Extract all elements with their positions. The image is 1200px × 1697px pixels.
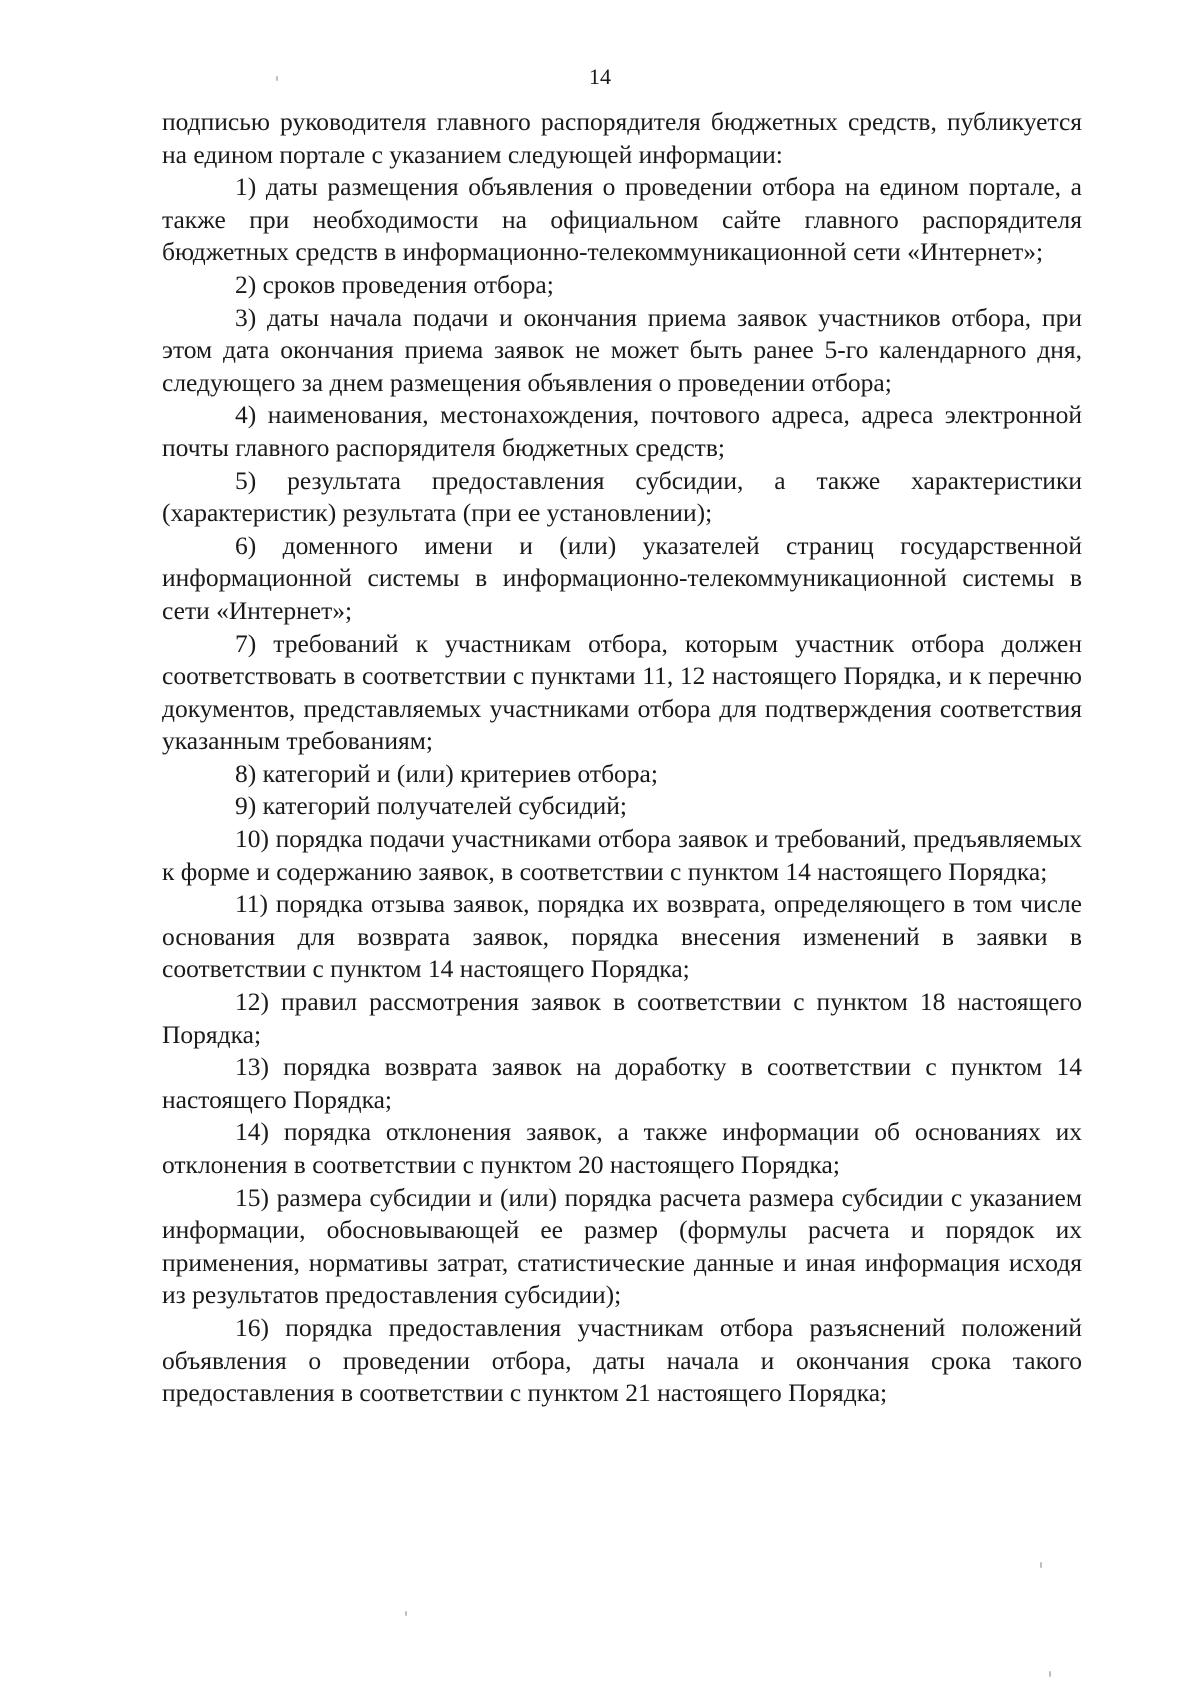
- list-item-5: 5) результата предоставления субсидии, а также характеристики (характеристик) результата (при ее установлении);: [162, 465, 1082, 528]
- list-item-6: 6) доменного имени и (или) указателей страниц государственной информационной системы в информационно-телекоммуникационной системы в сети «Интернет»;: [162, 530, 1082, 625]
- paragraph-intro: подписью руководителя главного распорядителя бюджетных средств, публикуется на едином портале с указанием следующей информации:: [162, 107, 1082, 169]
- list-item-16: 16) порядка предоставления участникам отбора разъяснений положений объявления о проведении отбора, даты начала и окончания срока такого предоставления в соответствии с пунктом 21 настоящего Порядка;: [162, 1312, 1082, 1408]
- list-item-13: 13) порядка возврата заявок на доработку в соответствии с пунктом 14 настоящего Порядка;: [162, 1052, 1082, 1114]
- scan-mark: [1049, 1671, 1051, 1677]
- list-item-8: 8) категорий и (или) критериев отбора;: [235, 758, 658, 788]
- document-body: [162, 106, 1082, 1410]
- scan-mark: [1040, 1562, 1042, 1568]
- list-item-14: 14) порядка отклонения заявок, а также информации об основаниях их отклонения в соответствии с пунктом 20 настоящего Порядка;: [162, 1117, 1082, 1179]
- list-item-11: 11) порядка отзыва заявок, порядка их возврата, определяющего в том числе основания для возврата заявок, порядка внесения изменений в заявки в соответствии с пунктом 14 настоящего Порядка;: [162, 889, 1082, 984]
- list-item-2: 2) сроков проведения отбора;: [235, 269, 554, 299]
- scan-mark: [405, 1611, 407, 1616]
- page-number: 14: [589, 64, 611, 89]
- list-item-1: 1) даты размещения объявления о проведении отбора на едином портале, а также при необходимости на официальном сайте главного распорядителя бюджетных средств в информационно-телекоммуникационной сети «Интернет»;: [162, 172, 1082, 267]
- list-item-9: 9) категорий получателей субсидий;: [235, 791, 627, 821]
- list-item-7: 7) требований к участникам отбора, которым участник отбора должен соответствовать в соответствии с пунктами 11, 12 настоящего Порядка, и к перечню документов, представляемых участниками отбора для подтверждения соответствия указанным требованиям;: [162, 628, 1082, 756]
- list-item-10: 10) порядка подачи участниками отбора заявок и требований, предъявляемых к форме и содержанию заявок, в соответствии с пунктом 14 настоящего Порядка;: [162, 824, 1082, 886]
- list-item-3: 3) даты начала подачи и окончания приема заявок участников отбора, при этом дата окончания приема заявок не может быть ранее 5-го календарного дня, следующего за днем размещения объявления о проведении отбора;: [162, 302, 1082, 397]
- list-item-12: 12) правил рассмотрения заявок в соответствии с пунктом 18 настоящего Порядка;: [162, 987, 1082, 1049]
- list-item-15: 15) размера субсидии и (или) порядка расчета размера субсидии с указанием информации, обосновывающей ее размер (формулы расчета и порядок их применения, нормативы затрат, статистические данные и иная информация исходя из результатов предоставления субсидии);: [162, 1182, 1082, 1310]
- list-item-4: 4) наименования, местонахождения, почтового адреса, адреса электронной почты главного распорядителя бюджетных средств;: [162, 400, 1082, 462]
